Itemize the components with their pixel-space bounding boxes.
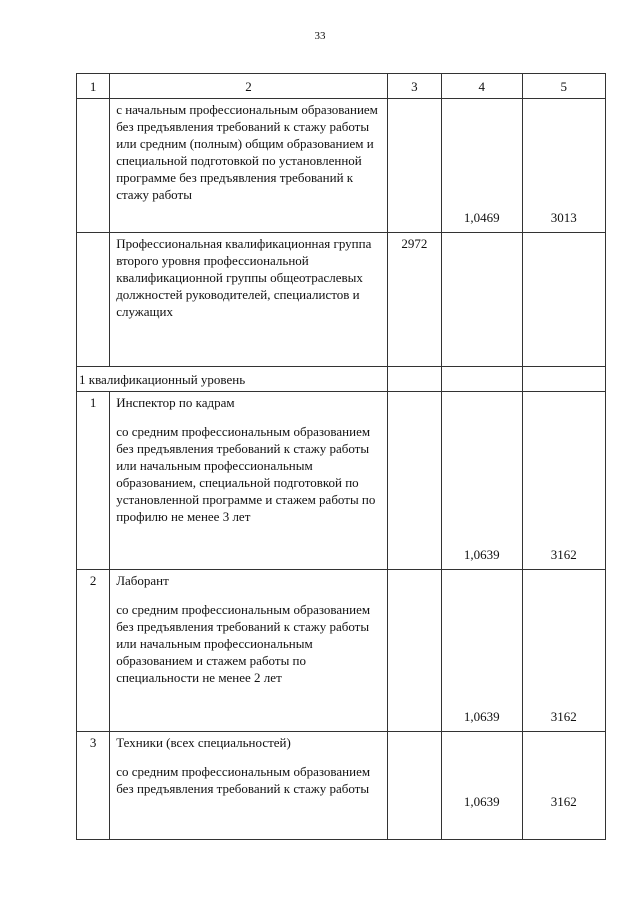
table-row bbox=[77, 367, 606, 392]
cell-num: 3 bbox=[77, 732, 110, 840]
cell-num: 2 bbox=[77, 570, 110, 732]
cell-coefficient: 1,0639 bbox=[442, 570, 522, 732]
table-row bbox=[77, 732, 606, 840]
col-header-4: 4 bbox=[442, 74, 522, 99]
cell-base bbox=[387, 732, 441, 840]
cell-num: 1 bbox=[77, 392, 110, 570]
col-header-5: 5 bbox=[522, 74, 606, 99]
cell-base bbox=[387, 392, 441, 570]
cell-description bbox=[110, 570, 388, 732]
cell-coefficient: 1,0639 bbox=[442, 392, 522, 570]
position-requirements: со средним профессиональным образованием без предъявления требований к стажу работы bbox=[116, 764, 371, 796]
cell-description: Профессиональная квалификационная группа второго уровня профессиональной квалификационной группы общеотраслевых должностей руководителей, специалистов и служащих bbox=[110, 233, 388, 367]
table-row bbox=[77, 99, 606, 233]
qualification-level-label: 1 квалификационный уровень bbox=[77, 367, 388, 392]
page-number: 33 bbox=[314, 30, 326, 42]
col-header-2: 2 bbox=[110, 74, 388, 99]
cell-salary: 3013 bbox=[522, 99, 606, 233]
cell-base bbox=[387, 99, 441, 233]
table-row bbox=[77, 392, 606, 570]
col-header-3: 3 bbox=[387, 74, 441, 99]
position-title: Инспектор по кадрам bbox=[116, 395, 235, 410]
cell-base bbox=[387, 570, 441, 732]
table-row bbox=[77, 570, 606, 732]
cell-salary: 3162 bbox=[522, 392, 606, 570]
position-requirements: со средним профессиональным образованием без предъявления требований к стажу работы или начальным профессиональным образованием, специальной подготовкой по установленной программе и стажем работы по профилю не менее 3 лет bbox=[116, 424, 376, 524]
table-row bbox=[77, 233, 606, 367]
cell-base: 2972 bbox=[387, 233, 441, 367]
cell-salary: 3162 bbox=[522, 732, 606, 840]
cell-coefficient: 1,0639 bbox=[442, 732, 522, 840]
cell-description: с начальным профессиональным образованием без предъявления требований к стажу работы или средним (полным) общим образованием и специальной подготовкой по установленной программе без предъявления требований к стажу работы bbox=[110, 99, 388, 233]
position-title: Лаборант bbox=[116, 573, 169, 588]
cell-coefficient: 1,0469 bbox=[442, 99, 522, 233]
position-title: Техники (всех специальностей) bbox=[116, 735, 291, 750]
cell-salary bbox=[522, 233, 606, 367]
cell-coefficient bbox=[442, 233, 522, 367]
table-header-row bbox=[77, 74, 606, 99]
salary-table bbox=[76, 73, 606, 840]
position-requirements: со средним профессиональным образованием без предъявления требований к стажу работы или начальным профессиональным образованием и стажем работы по специальности не менее 2 лет bbox=[116, 602, 371, 685]
cell-description bbox=[110, 392, 388, 570]
cell-num bbox=[77, 233, 110, 367]
cell-salary: 3162 bbox=[522, 570, 606, 732]
cell-num bbox=[77, 99, 110, 233]
col-header-1: 1 bbox=[77, 74, 110, 99]
cell-description bbox=[110, 732, 388, 840]
